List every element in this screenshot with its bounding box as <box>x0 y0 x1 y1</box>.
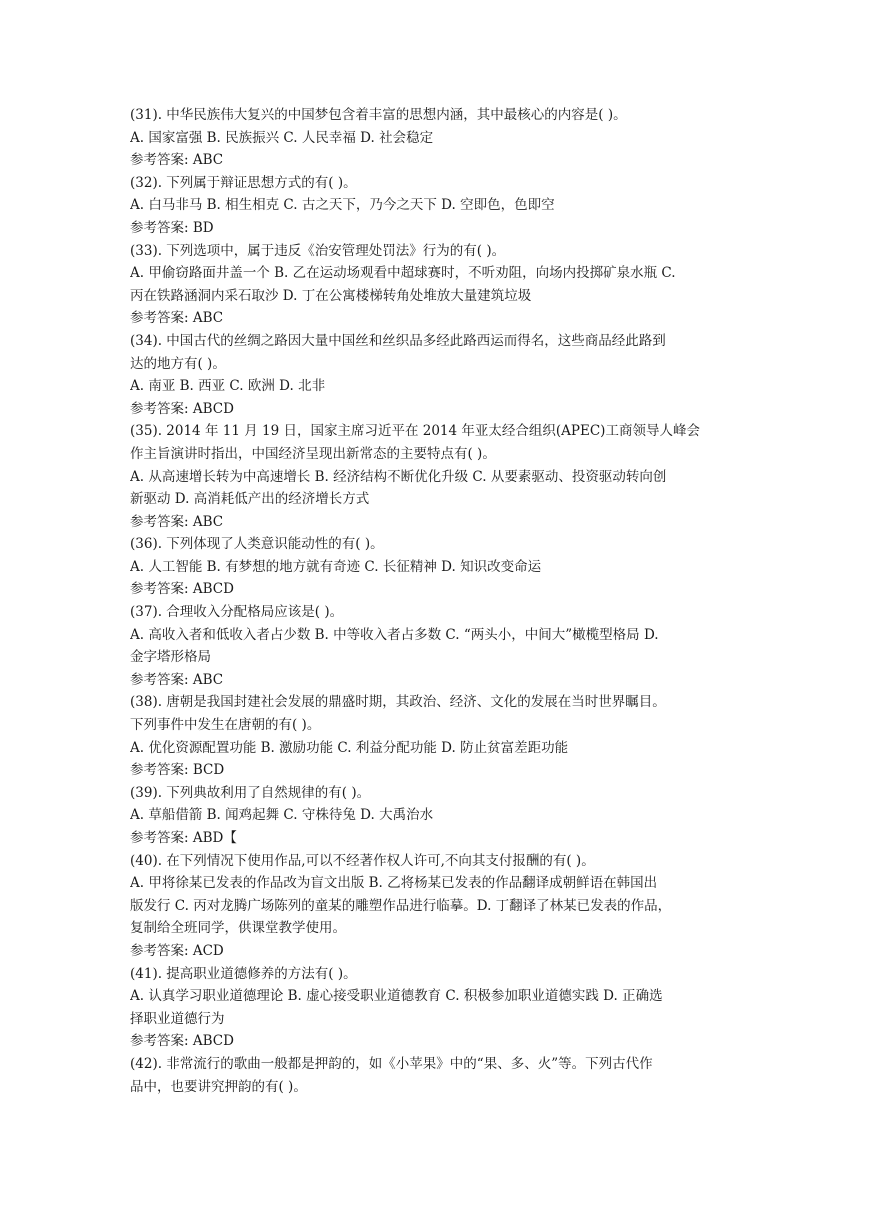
question-38-answer: 参考答案: BCD <box>130 762 225 779</box>
question-39-stem: (39). 下列典故利用了自然规律的有( )。 <box>130 784 371 801</box>
question-34-stem-cont: 达的地方有( )。 <box>130 355 226 372</box>
question-36-stem: (36). 下列体现了人类意识能动性的有( )。 <box>130 536 384 553</box>
question-41-options: A. 认真学习职业道德理论 B. 虚心接受职业道德教育 C. 积极参加职业道德实践 D. 正确选 <box>130 988 663 1005</box>
question-38-stem-cont: 下列事件中发生在唐朝的有( )。 <box>130 717 321 734</box>
question-37-answer: 参考答案: ABC <box>130 671 224 688</box>
question-41-stem: (41). 提高职业道德修养的方法有( )。 <box>130 965 357 982</box>
question-32-answer: 参考答案: BD <box>130 219 214 236</box>
question-35-options: A. 从高速增长转为中高速增长 B. 经济结构不断优化升级 C. 从要素驱动、投资驱动转向创 <box>130 468 667 485</box>
question-39-answer: 参考答案: ABD【 <box>130 830 237 846</box>
question-41-options-cont: 择职业道德行为 <box>130 1010 225 1027</box>
question-37-options-cont: 金字塔形格局 <box>130 649 211 666</box>
question-37-stem: (37). 合理收入分配格局应该是( )。 <box>130 604 344 621</box>
question-42-stem: (42). 非常流行的歌曲一般都是押韵的，如《小苹果》中的“果、多、火”等。下列古代作 <box>130 1055 653 1072</box>
question-32-options: A. 白马非马 B. 相生相克 C. 古之天下，乃今之天下 D. 空即色，色即空 <box>130 197 555 214</box>
question-list <box>130 104 740 1098</box>
question-41-answer: 参考答案: ABCD <box>130 1033 234 1050</box>
question-38-stem: (38). 唐朝是我国封建社会发展的鼎盛时期，其政治、经济、文化的发展在当时世界瞩目。 <box>130 694 666 711</box>
question-33-options-cont: 丙在铁路涵洞内采石取沙 D. 丁在公寓楼梯转角处堆放大量建筑垃圾 <box>130 287 532 304</box>
question-35-options-cont: 新驱动 D. 高消耗低产出的经济增长方式 <box>130 491 370 508</box>
question-36-options: A. 人工智能 B. 有梦想的地方就有奇迹 C. 长征精神 D. 知识改变命运 <box>130 558 542 575</box>
question-40-answer: 参考答案: ACD <box>130 942 224 959</box>
question-31-options: A. 国家富强 B. 民族振兴 C. 人民幸福 D. 社会稳定 <box>130 129 434 146</box>
question-34-options: A. 南亚 B. 西亚 C. 欧洲 D. 北非 <box>130 378 326 395</box>
question-33-options: A. 甲偷窃路面井盖一个 B. 乙在运动场观看中超球赛时，不听劝阻，向场内投掷矿泉水瓶 C. <box>130 265 676 282</box>
question-42-stem-cont: 品中，也要讲究押韵的有( )。 <box>130 1078 307 1095</box>
question-36-answer: 参考答案: ABCD <box>130 581 234 598</box>
question-40-stem: (40). 在下列情况下使用作品,可以不经著作权人许可,不向其支付报酬的有( )。 <box>130 852 595 869</box>
question-31-stem: (31). 中华民族伟大复兴的中国梦包含着丰富的思想内涵，其中最核心的内容是( )。 <box>130 107 627 123</box>
question-33-stem: (33). 下列选项中，属于违反《治安管理处罚法》行为的有( )。 <box>130 242 506 259</box>
question-33-answer: 参考答案: ABC <box>130 310 224 327</box>
question-35-stem-cont: 作主旨演讲时指出，中国经济呈现出新常态的主要特点有( )。 <box>130 445 496 462</box>
question-40-options-cont: 版发行 C. 丙对龙腾广场陈列的童某的雕塑作品进行临摹。D. 丁翻译了林某已发表的作品， <box>130 897 672 914</box>
question-40-options: A. 甲将徐某已发表的作品改为盲文出版 B. 乙将杨某已发表的作品翻译成朝鲜语在韩国出 <box>130 875 658 892</box>
question-38-options: A. 优化资源配置功能 B. 激励功能 C. 利益分配功能 D. 防止贫富差距功能 <box>130 739 569 756</box>
question-34-stem: (34). 中国古代的丝绸之路因大量中国丝和丝织品多经此路西运而得名，这些商品经此路到 <box>130 332 666 349</box>
question-35-answer: 参考答案: ABC <box>130 513 224 530</box>
question-40-options-cont-2: 复制给全班同学，供课堂教学使用。 <box>130 920 346 937</box>
question-37-options: A. 高收入者和低收入者占少数 B. 中等收入者占多数 C. “两头小，中间大”橄榄型格局 D. <box>130 626 659 643</box>
question-39-options: A. 草船借箭 B. 闻鸡起舞 C. 守株待兔 D. 大禹治水 <box>130 807 434 824</box>
question-32-stem: (32). 下列属于辩证思想方式的有( )。 <box>130 174 357 191</box>
question-34-answer: 参考答案: ABCD <box>130 400 234 417</box>
question-35-stem: (35). 2014 年 11 月 19 日，国家主席习近平在 2014 年亚太经合组织(APEC)工商领导人峰会 <box>130 423 700 440</box>
question-31-answer: 参考答案: ABC <box>130 152 224 169</box>
